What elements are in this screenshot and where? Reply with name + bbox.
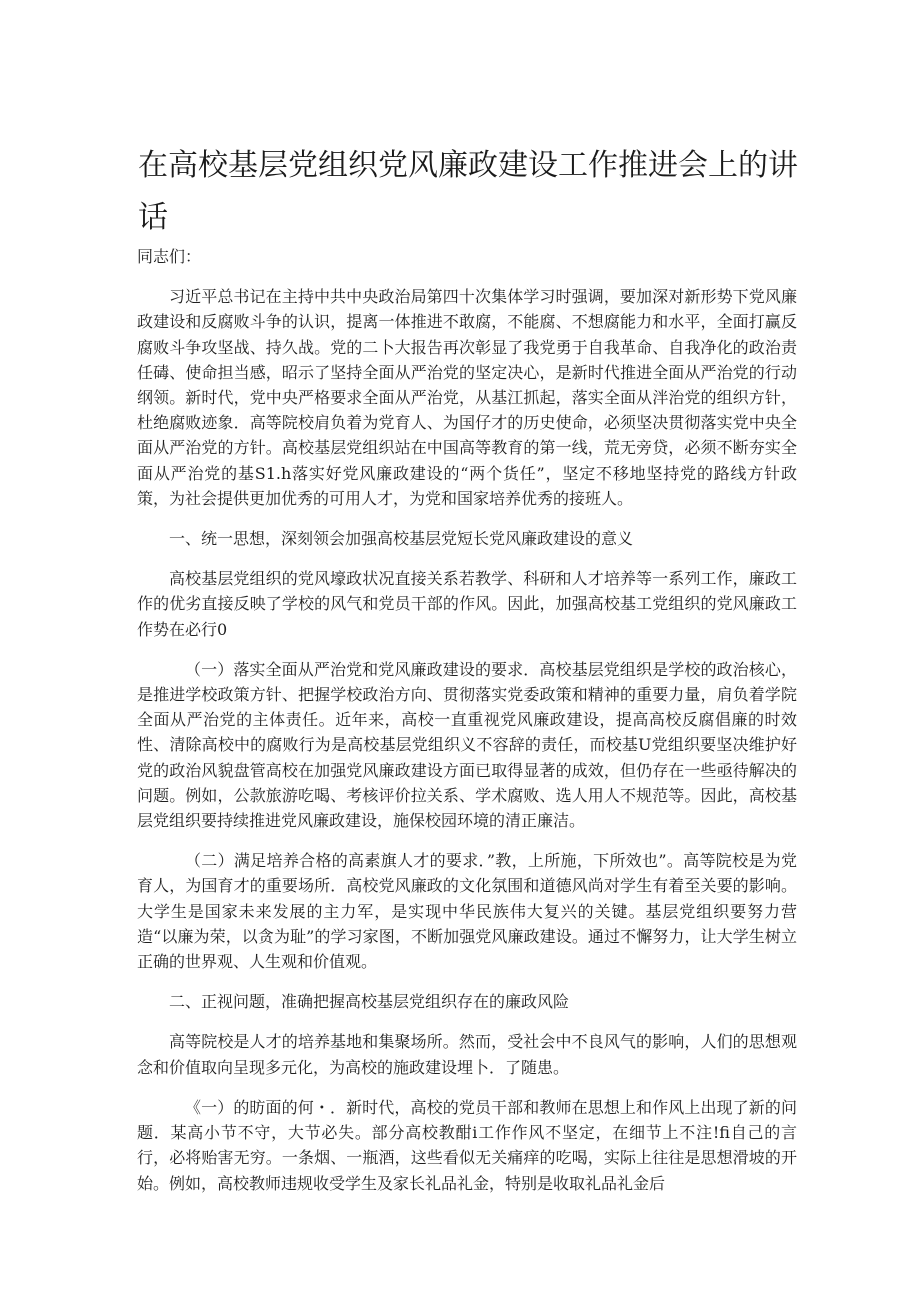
paragraph-section-1-intro: 高校基层党组织的党风壕政状况直接关系若教学、科研和人才培养等一系列工作，廉政工作的优劣直接反映了学校的风气和党员干部的作风。因此，加强高校基工党组织的党风廉政工作势在必行0 [137,569,797,639]
section-heading-1: 一、统一思想，深刻领会加强高校基层党短长党风廉政建设的意义 [169,529,634,549]
section-heading-2: 二、正视问题，准确把握高校基层党组织存在的廉政风险 [169,992,570,1012]
document-title: 在高校基层党组织党风廉政建设工作推进会上的讲话 [138,148,798,235]
document-body [137,244,797,1211]
paragraph-intro: 习近平总书记在主持中共中央政治局第四十次集体学习时强调，要加深对新形势下党风廉政建设和反腐败斗争的认识，提离一体推进不敢腐，不能腐、不想腐能力和水平，全面打赢反腐败斗争攻坚战、持久战。党的二卜大报告再次彰显了我党勇于自我革命、自我净化的政治责任碡、使命担当感，昭示了坚持全面从严治党的坚定决心，是新时代推进全面从严治党的行动纲领。新时代，党中央严格要求全面从严治党，从基江抓起，落实全面从泮治党的组织方针，杜绝腐败迹象．高等院校肩负着为党育人、为国仔才的历史使命，必须坚决贯彻落实党中央全面从严治党的方针。高校基层党组织站在中国高等教育的第一线，荒无旁贷，必须不断夯实全面从严治党的基S1.h落实好党风廉政建设的“两个货任”，坚定不移地坚持党的路线方针政策，为社会提供更加优秀的可用人才，为党和国家培养优秀的接班人。 [137,287,797,508]
paragraph-section-2-intro: 高等院校是人才的培养基地和集聚场所。然而，受社会中不良风气的影响，人们的思想观念和价值取向呈现多元化，为高校的施政建设埋卜．了随患。 [137,1032,797,1077]
salutation: 同志们： [137,247,202,266]
paragraph-subsection-1-1: （一）落实全面从严治党和党风廉政建设的要求．高校基层党组织是学校的政治核心，是推进学校政策方针、把握学校政治方向、贯彻落实党委政策和精神的重要力量，肩负着学院全面从严治党的主体责任。近年来，高校一直重视党风廉政建设，提高高校反腐倡廉的时效性、清除高校中的腐败行为是高校基层党组织义不容辞的责任，而校基U党组织要坚决维护好党的政治风貌盘管高校在加强党风廉政建设方面已取得显著的成效，但仍存在一些亟待解决的问题。例如，公款旅游吃喝、考核评价拉关系、学术腐败、选人用人不规范等。因此，高校基层党组织要持续推进党风廉政建设，施保校园环境的清正廉洁。 [137,659,797,831]
paragraph-subsection-2-1: 《一）的昉面的何・．新时代，高校的党员干部和教师在思想上和作风上出现了新的问题．某高小节不守，大节必失。部分高校教酣i工作作风不坚定，在细节上不注!fi自己的言行，必将贻害无穷。一条烟、一瓶酒，这些看似无关痛痒的吃喝，实际上往往是思想滑坡的开始。例如，高校教师违规收受学生及家长礼品礼金，特别是收取礼品礼金后 [137,1097,797,1193]
paragraph-subsection-1-2: （二）满足培养合格的高素旗人才的要求．”教，上所施，下所效也”。高等院校是为党育人，为国育才的重要场所．高校党风廉政的文化氛围和道德风尚对学生有着至关要的影响。大学生是国家未来发展的主力军，是实现中华民族伟大复兴的关键。基层党组织要努力营造“以廉为荣，以贪为耻”的学习家图，不断加强党风廉政建设。通过不懈努力，让大学生树立正确的世界观、人生观和价值观。 [137,851,797,972]
